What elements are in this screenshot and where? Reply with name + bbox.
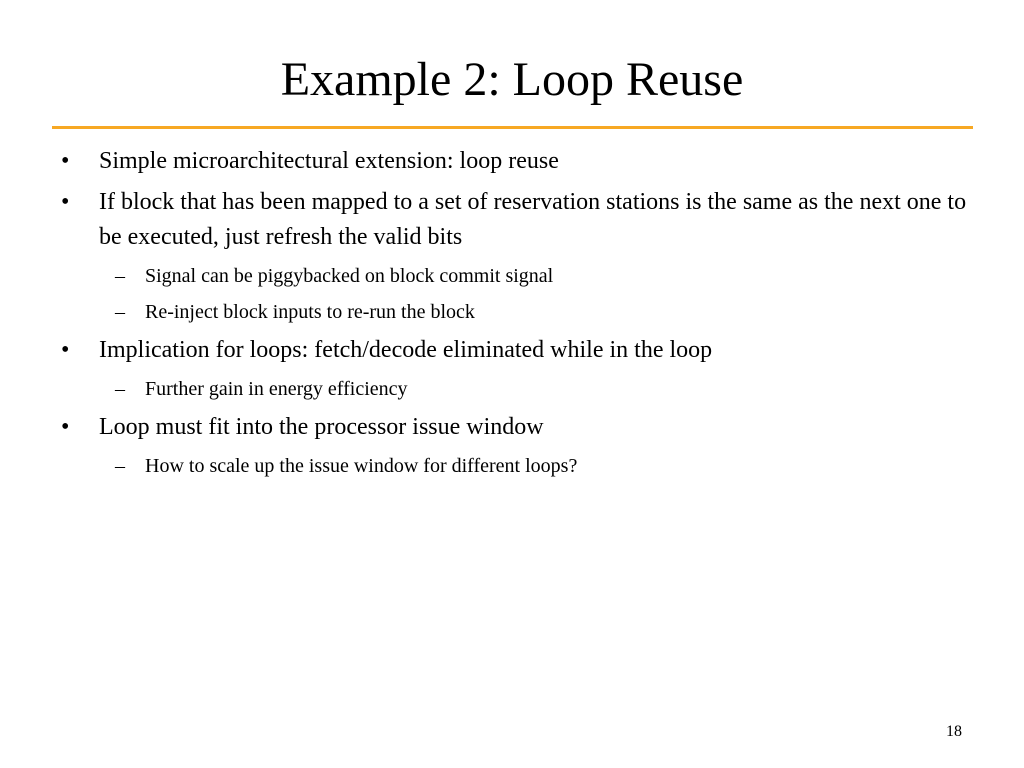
bullet-marker: • — [61, 337, 70, 363]
bullet-list — [58, 144, 968, 487]
sub-bullet-item — [58, 374, 968, 404]
bullet-marker: • — [61, 414, 70, 440]
bullet-item — [58, 410, 968, 445]
sub-bullet-text: Signal can be piggybacked on block commit signal — [145, 265, 554, 287]
bullet-item — [58, 144, 968, 179]
page-number: 18 — [946, 723, 962, 740]
bullet-text: Implication for loops: fetch/decode eliminated while in the loop — [99, 337, 713, 363]
bullet-text: Simple microarchitectural extension: loop reuse — [99, 148, 559, 174]
sub-bullet-item — [58, 261, 968, 291]
sub-bullet-text: How to scale up the issue window for different loops? — [145, 455, 578, 477]
bullet-marker: • — [61, 148, 70, 174]
dash-marker: – — [115, 455, 125, 477]
dash-marker: – — [115, 265, 125, 287]
sub-bullet-text: Re-inject block inputs to re-run the block — [145, 301, 475, 323]
bullet-marker: • — [61, 189, 70, 215]
title-underline — [52, 126, 973, 129]
sub-bullet-text: Further gain in energy efficiency — [145, 378, 408, 400]
bullet-text: Loop must fit into the processor issue window — [99, 414, 544, 440]
sub-bullet-item — [58, 451, 968, 481]
sub-bullet-item — [58, 297, 968, 327]
bullet-item — [58, 333, 968, 368]
dash-marker: – — [115, 301, 125, 323]
bullet-item — [58, 185, 968, 255]
slide-title: Example 2: Loop Reuse — [280, 53, 744, 106]
dash-marker: – — [115, 378, 125, 400]
bullet-text: If block that has been mapped to a set of reservation stations is the same as the next one to be executed, just refresh the valid bits — [99, 189, 967, 250]
